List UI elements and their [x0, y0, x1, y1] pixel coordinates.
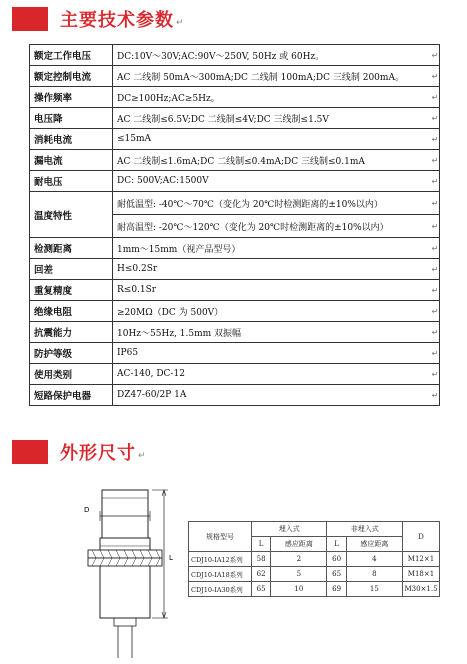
model-cell: CDJ10-IA18系列 [189, 567, 252, 582]
return-mark: ↵ [431, 364, 440, 385]
spec-value: IP65 [113, 343, 432, 364]
spec-table [29, 44, 440, 406]
return-mark: ↵ [431, 171, 440, 192]
spec-value: ≥20MΩ（DC 为 500V） [113, 301, 432, 322]
spec-row [30, 171, 440, 192]
spec-label: 使用类别 [30, 364, 113, 385]
spec-row [30, 259, 440, 280]
section-header-specs [12, 4, 184, 34]
spec-row [30, 45, 440, 66]
spec-row [30, 385, 440, 406]
spec-value: DZ47-60/2P 1A [113, 385, 432, 406]
spec-label: 耐电压 [30, 171, 113, 192]
return-mark: ↵ [176, 18, 184, 28]
section-title: 主要技术参数 [60, 10, 174, 31]
header-l: L [327, 537, 346, 552]
spec-label: 绝缘电阻 [30, 301, 113, 322]
non-embedded-distance-cell: 15 [346, 582, 402, 597]
spec-value: DC:10V～30V;AC:90V～250V, 50Hz 或 60Hz。 [113, 45, 432, 66]
spec-label: 短路保护电器 [30, 385, 113, 406]
spec-row [30, 322, 440, 343]
spec-label: 防护等级 [30, 343, 113, 364]
return-mark: ↵ [431, 45, 440, 66]
spec-value: 耐高温型: -20℃～120℃（变化为 20℃时检测距离的±10%以内） [113, 215, 432, 238]
spec-label: 消耗电流 [30, 129, 113, 150]
return-mark: ↵ [431, 259, 440, 280]
spec-label: 回差 [30, 259, 113, 280]
non-embedded-distance-cell: 8 [346, 567, 402, 582]
spec-row [30, 66, 440, 87]
spec-row [30, 364, 440, 385]
spec-label: 温度特性 [30, 192, 113, 238]
spec-value: R≤0.1Sr [113, 280, 432, 301]
dimension-row [189, 567, 440, 582]
embedded-l-cell: 58 [252, 552, 271, 567]
thread-d-cell: M18×1 [403, 567, 440, 582]
spec-row [30, 343, 440, 364]
spec-value: AC 二线制≤6.5V;DC 二线制≤4V;DC 三线制≤1.5V [113, 108, 432, 129]
spec-value: AC 二线制 50mA～300mA;DC 二线制 100mA;DC 三线制 200mA。 [113, 66, 432, 87]
return-mark: ↵ [431, 150, 440, 171]
model-cell: CDJ10-IA12系列 [189, 552, 252, 567]
spec-row [30, 192, 440, 215]
section-marker-bar [12, 440, 48, 464]
non-embedded-l-cell: 60 [327, 552, 346, 567]
spec-value: AC 二线制≤1.6mA;DC 二线制≤0.4mA;DC 三线制≤0.1mA [113, 150, 432, 171]
spec-value: AC-140, DC-12 [113, 364, 432, 385]
spec-label: 操作频率 [30, 87, 113, 108]
header-non-embedded: 非埋入式 [327, 522, 403, 537]
non-embedded-l-cell: 69 [327, 582, 346, 597]
dimension-row [189, 582, 440, 597]
return-mark: ↵ [138, 451, 146, 461]
spec-label: 检测距离 [30, 238, 113, 259]
return-mark: ↵ [431, 66, 440, 87]
header-embedded: 埋入式 [252, 522, 327, 537]
non-embedded-l-cell: 65 [327, 567, 346, 582]
header-d: D [403, 522, 440, 552]
thread-d-cell: M30×1.5 [403, 582, 440, 597]
spec-row [30, 87, 440, 108]
header-l: L [252, 537, 271, 552]
sensor-outline-drawing [70, 478, 180, 660]
embedded-l-cell: 65 [252, 582, 271, 597]
header-model: 规格型号 [189, 522, 252, 552]
spec-label: 电压降 [30, 108, 113, 129]
dimension-d [84, 506, 150, 521]
spec-row [30, 150, 440, 171]
cable [114, 618, 136, 658]
model-cell: CDJ10-IA30系列 [189, 582, 252, 597]
spec-label: 额定控制电流 [30, 66, 113, 87]
label-l: L [169, 554, 173, 562]
spec-value: 10Hz～55Hz, 1.5mm 双振幅 [113, 322, 432, 343]
section-title: 外形尺寸 [60, 443, 136, 464]
spec-value: 耐低温型: -40℃～70℃（变化为 20℃时检测距离的±10%以内） [113, 192, 432, 215]
spec-value: DC: 500V;AC:1500V [113, 171, 432, 192]
embedded-distance-cell: 5 [271, 567, 327, 582]
non-embedded-distance-cell: 4 [346, 552, 402, 567]
header-distance: 感应距离 [346, 537, 402, 552]
spec-row [30, 238, 440, 259]
spec-value: ≤15mA [113, 129, 432, 150]
section-marker-bar [12, 7, 48, 31]
spec-label: 重复精度 [30, 280, 113, 301]
embedded-distance-cell: 2 [271, 552, 327, 567]
spec-label: 漏电流 [30, 150, 113, 171]
return-mark: ↵ [431, 385, 440, 406]
return-mark: ↵ [431, 343, 440, 364]
embedded-distance-cell: 10 [271, 582, 327, 597]
spec-label: 额定工作电压 [30, 45, 113, 66]
spec-row [30, 129, 440, 150]
spec-value: H≤0.2Sr [113, 259, 432, 280]
return-mark: ↵ [431, 238, 440, 259]
return-mark: ↵ [431, 108, 440, 129]
return-mark: ↵ [431, 215, 440, 238]
spec-row [30, 301, 440, 322]
dimension-table [188, 521, 440, 597]
return-mark: ↵ [431, 322, 440, 343]
embedded-l-cell: 62 [252, 567, 271, 582]
spec-label: 抗震能力 [30, 322, 113, 343]
thread-d-cell: M12×1 [403, 552, 440, 567]
return-mark: ↵ [431, 87, 440, 108]
spec-row [30, 280, 440, 301]
section-header-dimensions [12, 437, 146, 467]
return-mark: ↵ [431, 192, 440, 215]
spec-value: DC≥100Hz;AC≥5Hz。 [113, 87, 432, 108]
spec-row [30, 108, 440, 129]
return-mark: ↵ [431, 301, 440, 322]
label-d: D [84, 506, 90, 514]
header-distance: 感应距离 [271, 537, 327, 552]
dimension-row [189, 552, 440, 567]
return-mark: ↵ [431, 129, 440, 150]
return-mark: ↵ [431, 280, 440, 301]
locking-nuts [88, 550, 162, 566]
spec-value: 1mm～15mm（视产品型号） [113, 238, 432, 259]
